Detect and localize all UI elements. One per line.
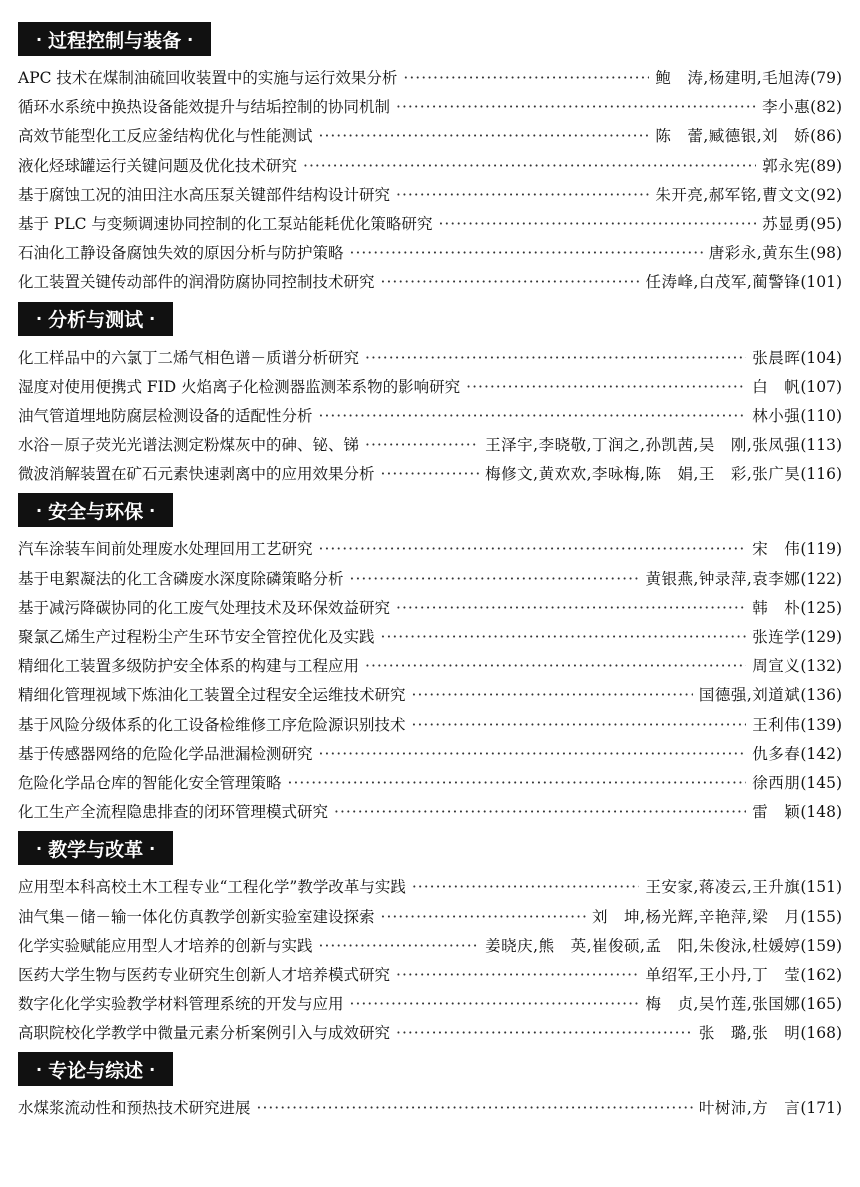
dot-leader <box>257 1094 693 1123</box>
article-title[interactable]: 湿度对使用便携式 FID 火焰离子化检测器监测苯系物的影响研究 <box>18 377 461 396</box>
toc-entry[interactable] <box>18 990 842 1019</box>
article-title[interactable]: 汽车涂装车间前处理废水处理回用工艺研究 <box>18 540 313 559</box>
section-header <box>18 22 211 56</box>
dot-leader <box>396 93 756 122</box>
article-title[interactable]: 精细化工装置多级防护安全体系的构建与工程应用 <box>18 657 360 676</box>
article-authors: 叶树沛,方 言 <box>698 1099 801 1118</box>
article-title[interactable]: 化工装置关键传动部件的润滑防腐协同控制技术研究 <box>18 273 375 292</box>
article-title[interactable]: 化工生产全流程隐患排查的闭环管理模式研究 <box>18 803 329 822</box>
article-page: (82) <box>810 98 842 117</box>
toc-entry[interactable] <box>18 239 842 268</box>
article-page: (129) <box>800 628 842 646</box>
article-title[interactable]: APC 技术在煤制油硫回收装置中的实施与运行效果分析 <box>18 69 398 87</box>
bullet-dot-icon: · <box>149 1059 156 1079</box>
toc-entry[interactable] <box>18 181 842 210</box>
article-authors: 韩 朴 <box>752 598 801 617</box>
dot-leader <box>319 932 480 961</box>
article-title[interactable]: 危险化学品仓库的智能化安全管理策略 <box>18 773 282 792</box>
bullet-dot-icon: · <box>36 838 43 858</box>
section-process-control <box>18 22 842 298</box>
section-title: 分析与测试 <box>48 309 144 331</box>
article-title[interactable]: 化学实验赋能应用型人才培养的创新与实践 <box>18 936 313 955</box>
article-page: (89) <box>810 156 842 175</box>
article-authors: 单绍军,王小丹,丁 莹 <box>645 965 801 984</box>
bullet-dot-icon: · <box>149 838 156 858</box>
toc-entry[interactable] <box>18 711 842 740</box>
article-authors: 朱开亮,郝军铭,曹文文 <box>655 185 811 204</box>
toc-entry[interactable] <box>18 652 842 681</box>
article-authors: 王安家,蒋凌云,王升旗 <box>645 878 801 897</box>
dot-leader <box>381 460 480 489</box>
dot-leader <box>466 373 746 402</box>
article-page: (113) <box>800 436 842 455</box>
toc-entry[interactable] <box>18 903 842 932</box>
article-page: (98) <box>810 244 842 263</box>
article-authors: 张晨晖 <box>752 348 801 367</box>
article-authors: 林小强 <box>752 406 801 425</box>
section-title: 过程控制与装备 <box>48 29 182 52</box>
article-page: (122) <box>800 569 842 588</box>
article-page: (101) <box>800 273 842 292</box>
article-page: (125) <box>800 598 842 617</box>
article-title[interactable]: 数字化化学实验教学材料管理系统的开发与应用 <box>18 995 344 1014</box>
article-page: (145) <box>800 773 842 792</box>
article-authors: 宋 伟 <box>752 540 801 559</box>
article-authors: 王泽宇,李晓敬,丁润之,孙凯茜,吴 刚,张凤强 <box>485 436 801 455</box>
bullet-dot-icon: · <box>36 1059 43 1079</box>
toc-entry[interactable] <box>18 122 842 151</box>
article-page: (95) <box>810 214 842 233</box>
article-title[interactable]: 油气集－储－输一体化仿真教学创新实验室建设探索 <box>18 907 375 926</box>
dot-leader <box>365 344 746 373</box>
toc-entry[interactable] <box>18 565 842 594</box>
article-page: (110) <box>800 406 842 425</box>
toc-entry[interactable] <box>18 623 842 652</box>
article-authors: 郭永宪 <box>762 156 811 175</box>
dot-leader <box>412 873 640 902</box>
bullet-dot-icon: · <box>36 29 43 49</box>
dot-leader <box>319 535 747 564</box>
article-page: (171) <box>800 1099 842 1118</box>
toc-entry[interactable] <box>18 373 842 402</box>
article-title[interactable]: 基于腐蚀工况的油田注水高压泵关键部件结构设计研究 <box>18 185 391 204</box>
section-title: 专论与综述 <box>48 1059 144 1082</box>
dot-leader <box>396 594 746 623</box>
toc-entry[interactable] <box>18 93 842 122</box>
article-title[interactable]: 化工样品中的六氯丁二烯气相色谱－质谱分析研究 <box>18 348 360 367</box>
section-title: 教学与改革 <box>48 838 144 861</box>
toc-entry[interactable] <box>18 681 842 710</box>
toc-entry[interactable] <box>18 769 842 798</box>
article-title[interactable]: 水煤浆流动性和预热技术研究进展 <box>18 1099 251 1118</box>
section-header <box>18 302 173 336</box>
article-title[interactable]: 基于风险分级体系的化工设备检维修工序危险源识别技术 <box>18 715 406 734</box>
article-authors: 黄银燕,钟录萍,袁李娜 <box>645 569 801 588</box>
dot-leader <box>334 798 746 827</box>
article-title[interactable]: 基于电絮凝法的化工含磷废水深度除磷策略分析 <box>18 569 344 588</box>
article-authors: 苏显勇 <box>762 214 811 233</box>
article-title[interactable]: 基于减污降碳协同的化工废气处理技术及环保效益研究 <box>18 598 391 617</box>
article-page: (92) <box>810 185 842 204</box>
dot-leader <box>365 431 479 460</box>
article-title[interactable]: 微波消解装置在矿石元素快速剥离中的应用效果分析 <box>18 465 375 484</box>
article-authors: 任涛峰,白茂军,蔺警锋 <box>645 273 801 292</box>
bullet-dot-icon: · <box>36 500 43 520</box>
article-authors: 唐彩永,黄东生 <box>708 244 811 263</box>
dot-leader <box>438 210 756 239</box>
article-authors: 梅 贞,吴竹莲,张国娜 <box>645 995 801 1014</box>
dot-leader <box>350 239 703 268</box>
article-authors: 雷 颖 <box>752 803 801 822</box>
article-page: (165) <box>800 995 842 1014</box>
section-header <box>18 1052 173 1086</box>
article-page: (79) <box>810 69 842 87</box>
section-teaching-reform <box>18 831 842 1048</box>
dot-leader <box>350 990 640 1019</box>
article-page: (116) <box>800 465 842 484</box>
toc-entry[interactable] <box>18 152 842 181</box>
bullet-dot-icon: · <box>149 500 156 520</box>
dot-leader <box>319 740 747 769</box>
article-title[interactable]: 高职院校化学教学中微量元素分析案例引入与成效研究 <box>18 1024 391 1043</box>
article-title[interactable]: 基于 PLC 与变频调速协同控制的化工泵站能耗优化策略研究 <box>18 214 433 233</box>
article-authors: 梅修文,黄欢欢,李咏梅,陈 娟,王 彩,张广昊 <box>485 465 801 484</box>
article-title[interactable]: 聚氯乙烯生产过程粉尘产生环节安全管控优化及实践 <box>18 628 375 646</box>
toc-entry[interactable] <box>18 431 842 460</box>
article-authors: 刘 坤,杨光辉,辛艳萍,梁 月 <box>592 907 801 926</box>
section-header <box>18 831 173 865</box>
bullet-dot-icon: · <box>149 309 156 328</box>
article-authors: 王利伟 <box>752 715 801 734</box>
toc-entry[interactable] <box>18 740 842 769</box>
article-title[interactable]: 石油化工静设备腐蚀失效的原因分析与防护策略 <box>18 244 344 263</box>
article-page: (151) <box>800 878 842 897</box>
section-title: 安全与环保 <box>48 500 144 523</box>
section-analysis-testing <box>18 302 842 490</box>
article-page: (139) <box>800 715 842 734</box>
article-page: (107) <box>800 377 842 396</box>
toc-entry[interactable] <box>18 535 842 564</box>
article-page: (148) <box>800 803 842 822</box>
toc-entry[interactable] <box>18 1094 842 1123</box>
article-authors: 李小惠 <box>762 98 811 117</box>
dot-leader <box>319 122 650 151</box>
toc-entry[interactable] <box>18 268 842 297</box>
article-page: (155) <box>800 907 842 926</box>
article-page: (119) <box>800 540 842 559</box>
section-header <box>18 493 173 527</box>
dot-leader <box>350 565 640 594</box>
toc-entry[interactable] <box>18 64 842 93</box>
article-authors: 徐西朋 <box>752 773 801 792</box>
toc-entry[interactable] <box>18 344 842 373</box>
article-authors: 鲍 涛,杨建明,毛旭涛 <box>655 69 811 87</box>
bullet-dot-icon: · <box>187 29 194 49</box>
dot-leader <box>396 961 639 990</box>
article-page: (168) <box>800 1024 842 1043</box>
article-page: (86) <box>810 127 842 146</box>
toc-entry[interactable] <box>18 402 842 431</box>
article-authors: 张连学 <box>752 628 801 646</box>
article-title[interactable]: 水浴－原子荧光光谱法测定粉煤灰中的砷、铋、锑 <box>18 436 360 455</box>
article-page: (132) <box>800 657 842 676</box>
article-authors: 白 帆 <box>752 377 801 396</box>
toc-entry[interactable] <box>18 798 842 827</box>
article-title[interactable]: 精细化管理视域下炼油化工装置全过程安全运维技术研究 <box>18 686 406 705</box>
bullet-dot-icon: · <box>36 309 43 328</box>
article-title[interactable]: 医药大学生物与医药专业研究生创新人才培养模式研究 <box>18 965 391 984</box>
dot-leader <box>412 681 693 710</box>
section-review <box>18 1052 842 1123</box>
article-page: (104) <box>800 348 842 367</box>
article-title[interactable]: 应用型本科高校土木工程专业“工程化学”教学改革与实践 <box>18 878 406 897</box>
article-authors: 张 璐,张 明 <box>698 1024 801 1043</box>
article-title[interactable]: 基于传感器网络的危险化学品泄漏检测研究 <box>18 744 313 763</box>
article-authors: 仇多春 <box>752 744 801 763</box>
section-safety-environment <box>18 493 842 827</box>
dot-leader <box>319 402 747 431</box>
article-title[interactable]: 油气管道埋地防腐层检测设备的适配性分析 <box>18 406 313 425</box>
article-title[interactable]: 循环水系统中换热设备能效提升与结垢控制的协同机制 <box>18 98 391 117</box>
article-title[interactable]: 高效节能型化工反应釜结构优化与性能测试 <box>18 127 313 146</box>
dot-leader <box>381 623 747 652</box>
toc-entry[interactable] <box>18 594 842 623</box>
article-page: (142) <box>800 744 842 763</box>
dot-leader <box>288 769 747 798</box>
dot-leader <box>396 181 649 210</box>
article-authors: 陈 蕾,臧德银,刘 娇 <box>655 127 811 146</box>
article-title[interactable]: 液化烃球罐运行关键问题及优化技术研究 <box>18 156 298 175</box>
dot-leader <box>381 903 587 932</box>
toc-entry[interactable] <box>18 210 842 239</box>
article-page: (136) <box>800 686 842 705</box>
toc-entry[interactable] <box>18 460 842 489</box>
dot-leader <box>412 711 747 740</box>
article-authors: 周宣义 <box>752 657 801 676</box>
dot-leader <box>303 152 756 181</box>
toc-entry[interactable] <box>18 873 842 902</box>
article-authors: 姜晓庆,熊 英,崔俊硕,孟 阳,朱俊泳,杜媛婷 <box>485 936 801 955</box>
dot-leader <box>381 268 640 297</box>
dot-leader <box>396 1019 693 1048</box>
article-page: (159) <box>800 936 842 955</box>
dot-leader <box>403 64 649 93</box>
dot-leader <box>365 652 746 681</box>
article-page: (162) <box>800 965 842 984</box>
toc-entry[interactable] <box>18 961 842 990</box>
toc-entry[interactable] <box>18 932 842 961</box>
toc-entry[interactable] <box>18 1019 842 1048</box>
article-authors: 国德强,刘道斌 <box>698 686 801 705</box>
